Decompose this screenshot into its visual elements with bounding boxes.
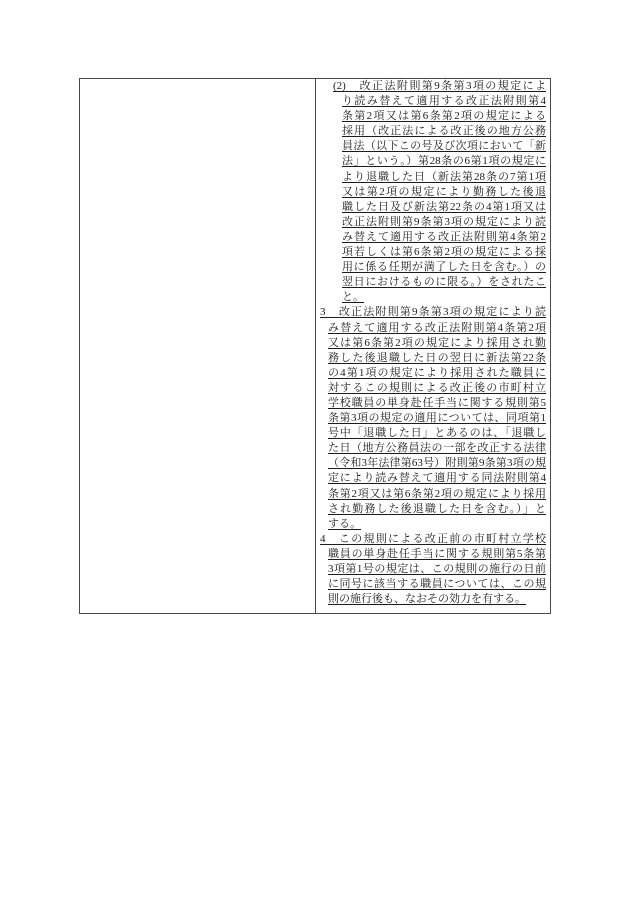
provision-item-4 xyxy=(316,532,546,607)
provision-line: （令和3年法律第63号）附則第9条第3項の規 xyxy=(328,457,546,470)
old-provision-cell xyxy=(80,79,316,613)
comparison-table xyxy=(79,78,551,614)
provision-line: 学校職員の単身赴任手当に関する規則第5 xyxy=(328,396,546,409)
provision-line: 職した日及び新法第22条の4第1項又は xyxy=(342,200,546,213)
provision-line: 又は第2項の規定により勤務した後退 xyxy=(342,185,546,198)
provision-number: 4 xyxy=(320,532,326,545)
provision-line: の4第1項の規定により採用された職員に xyxy=(328,366,546,379)
provision-number-gap xyxy=(326,533,340,545)
provision-line: 翌日におけるものに限る。）をされたこ xyxy=(342,276,546,289)
provision-line: 対するこの規則による改正後の市町村立 xyxy=(328,381,546,394)
provision-line: み替えて適用する改正法附則第4条第2項 xyxy=(328,321,546,334)
provision-line: 務した後退職した日の翌日に新法第22条 xyxy=(328,351,546,364)
provision-line: り読み替えて適用する改正法附則第4 xyxy=(342,95,546,108)
provision-line: 定により読み替えて適用する同法附則第4 xyxy=(328,472,546,485)
provision-line: 改正法附則第9条第3項の規定により読 xyxy=(342,215,546,228)
provision-line: 法」という。）第28条の6第1項の規定に xyxy=(342,155,546,168)
provision-line: 則の施行後も、なおその効力を有する。 xyxy=(328,593,526,606)
provision-line: より退職した日（新法第28条の7第1項 xyxy=(342,170,546,183)
provision-line: 条第3項の規定の適用については、同項第1 xyxy=(328,412,546,425)
provision-line: 3項第1号の規定は、この規則の施行の日前 xyxy=(328,563,546,575)
provision-line xyxy=(320,305,546,320)
provision-item-2 xyxy=(316,79,546,305)
provision-line: され勤務した後退職した日を含む。）」と xyxy=(328,502,546,515)
provision-line: 又は第6条第2項の規定により採用され勤 xyxy=(328,336,546,349)
provision-number-gap xyxy=(346,80,360,92)
provision-line: 条第2項又は第6条第2項の規定により採用 xyxy=(328,487,546,500)
provision-line: み替えて適用する改正法附則第4条第2 xyxy=(342,230,546,243)
provision-line: 用に係る任期が満了した日を含む。）の xyxy=(342,261,546,274)
provision-line-text: 改正法附則第9条第3項の規定により読 xyxy=(338,306,547,319)
provision-line: と。 xyxy=(342,291,364,304)
provision-line: 号中「退職した日」とあるのは、「退職し xyxy=(328,427,546,440)
provision-line xyxy=(333,79,546,94)
provision-line xyxy=(320,532,546,547)
provision-line: 員法（以下この号及び次項において「新 xyxy=(342,140,546,153)
provision-line: する。 xyxy=(328,517,361,530)
provision-line-text: この規則による改正前の市町村立学校 xyxy=(339,532,546,545)
provision-number: (2) xyxy=(333,80,346,92)
provision-item-3 xyxy=(316,305,546,531)
provision-line: た日（地方公務員法の一部を改正する法律 xyxy=(328,442,546,455)
provision-number-gap xyxy=(326,306,339,318)
provision-line: 職員の単身赴任手当に関する規則第5条第 xyxy=(328,547,546,560)
provision-line: 採用（改正法による改正後の地方公務 xyxy=(342,125,546,138)
provision-line: 項若しくは第6条第2項の規定による採 xyxy=(342,246,546,259)
provision-line-text: 改正法附則第9条第3項の規定によ xyxy=(359,80,546,92)
provision-line: 条第2項又は第6条第2項の規定による xyxy=(342,110,546,123)
provision-number: 3 xyxy=(320,306,326,319)
provision-line: に同号に該当する職員については、この規 xyxy=(328,578,546,591)
new-provision-cell xyxy=(316,79,550,613)
